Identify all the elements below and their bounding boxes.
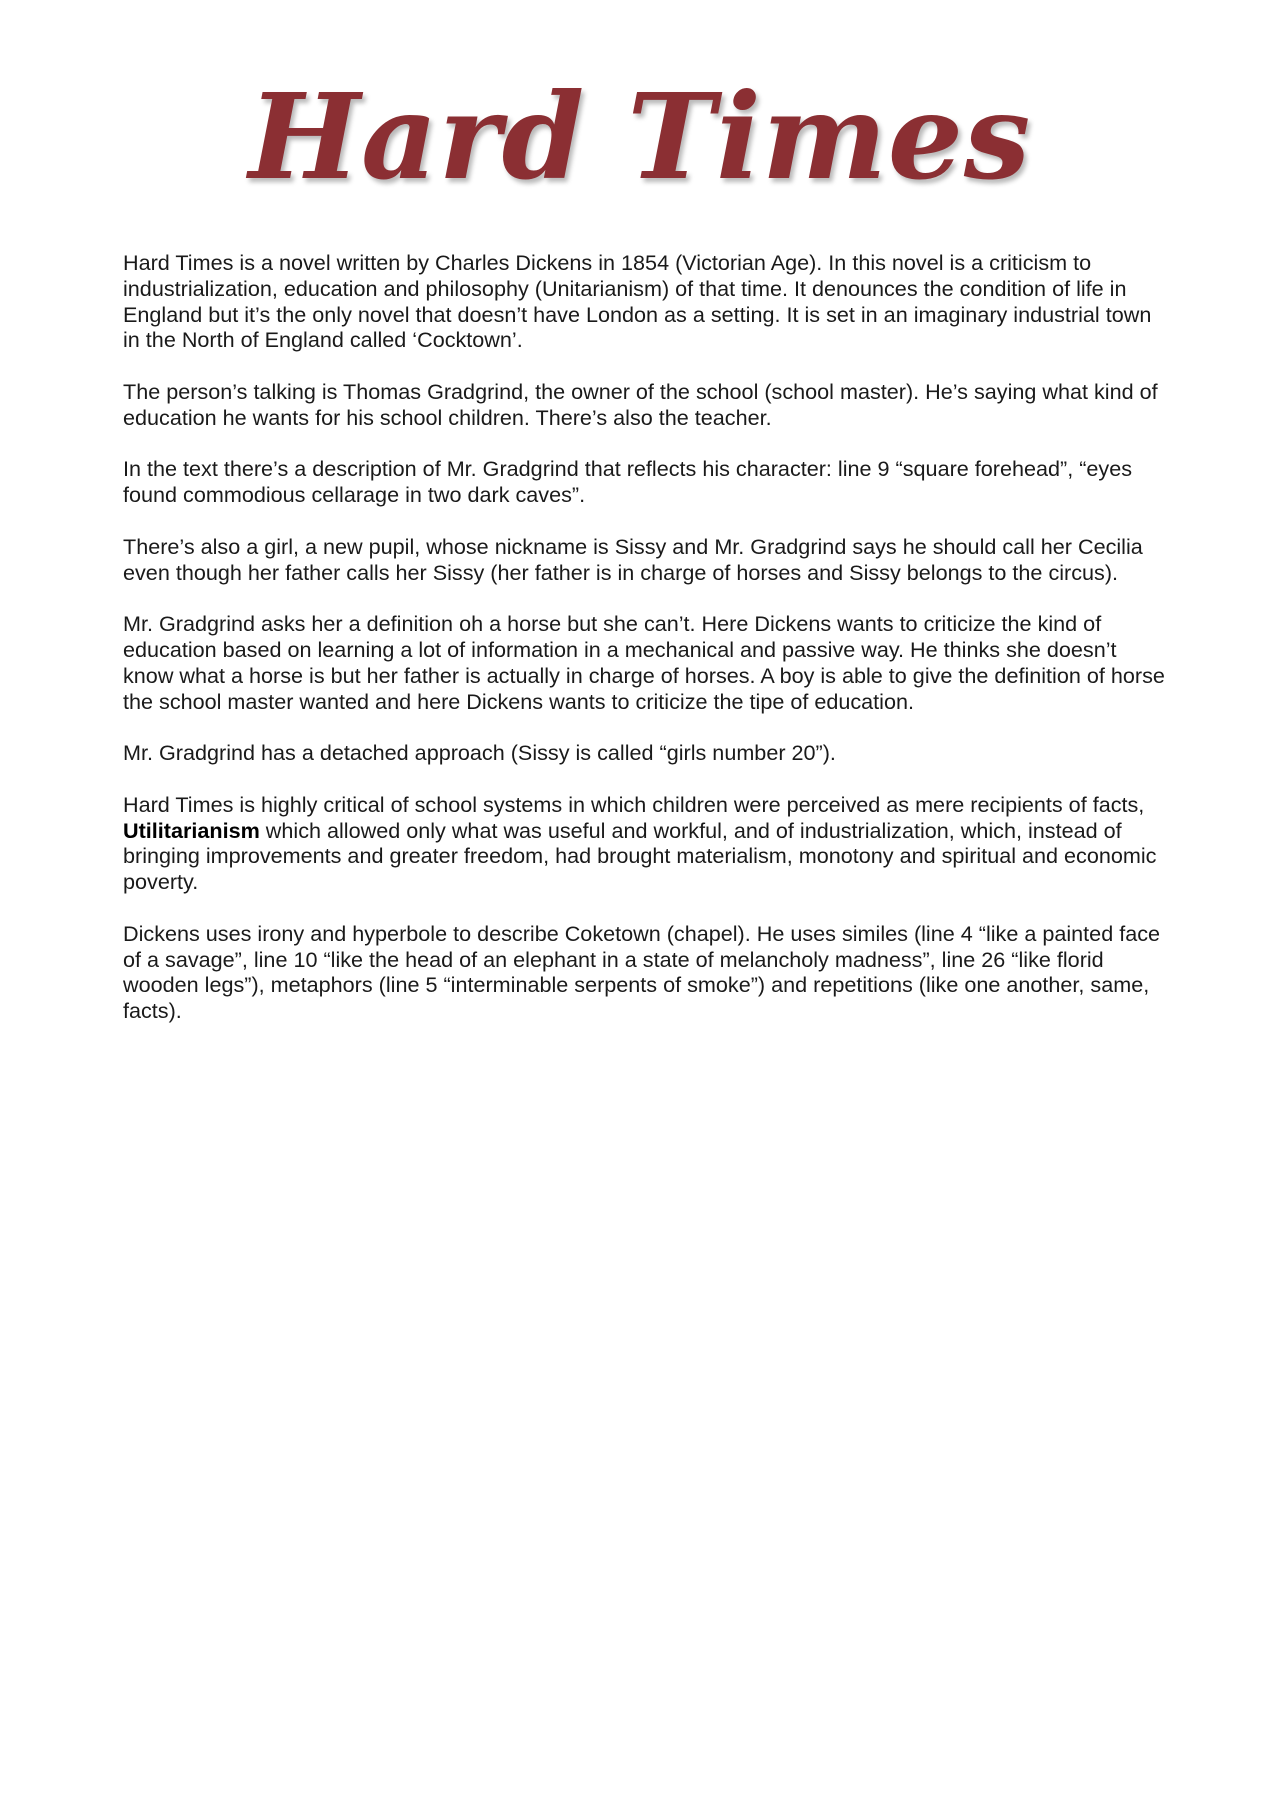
paragraph-description: In the text there’s a description of Mr. Gradgrind that reflects his character: line 9 “square forehead”, “eyes found commodious cellarage in two dark caves”.: [123, 456, 1133, 508]
paragraph-gradgrind: The person’s talking is Thomas Gradgrind, the owner of the school (school master). He’s saying what kind of education he wants for his school children. There’s also the teacher.: [123, 378, 1158, 430]
utilitarianism-bold: Utilitarianism: [123, 817, 260, 843]
paragraph-criticism-after: which allowed only what was useful and workful, and of industrialization, which, instead of bringing improvements and greater freedom, had brought materialism, monotony and spiritual and economic poverty.: [123, 817, 1157, 895]
paragraph-figures-of-speech: Dickens uses irony and hyperbole to describe Coketown (chapel). He uses similes (line 4 “like a painted face of a savage”, line 10 “like the head of an elephant in a state of melancholy madness”, line 26 “like florid wooden legs”), metaphors (line 5 “interminable serpents of smoke”) and repetitions (like one another, same, facts).: [123, 920, 1161, 1024]
paragraph-horse-definition: Mr. Gradgrind asks her a definition oh a horse but she can’t. Here Dickens wants to criticize the kind of education based on learning a lot of information in a mechanical and passive way. He thinks she doesn’t know what a horse is but her father is actually in charge of horses. A boy is able to give the definition of horse the school master wanted and here Dickens wants to criticize the tipe of education.: [123, 611, 1165, 714]
document-body: [123, 250, 1168, 1050]
document-title: Hard Times: [248, 67, 1032, 206]
paragraph-criticism-before: Hard Times is highly critical of school systems in which children were perceived as mere recipients of facts,: [123, 791, 1145, 817]
paragraph-intro: Hard Times is a novel written by Charles Dickens in 1854 (Victorian Age). In this novel is a criticism to industrialization, education and philosophy (Unitarianism) of that time. It denounces the condition of life in England but it’s the only novel that doesn’t have London as a setting. It is set in an imaginary industrial town in the North of England called ‘Cocktown’.: [123, 250, 1152, 353]
paragraph-detached-approach: Mr. Gradgrind has a detached approach (Sissy is called “girls number 20”).: [123, 740, 836, 766]
paragraph-sissy: There’s also a girl, a new pupil, whose nickname is Sissy and Mr. Gradgrind says he should call her Cecilia even though her father calls her Sissy (her father is in charge of horses and Sissy belongs to the circus).: [123, 533, 1143, 585]
paragraph-criticism: [123, 792, 1168, 895]
